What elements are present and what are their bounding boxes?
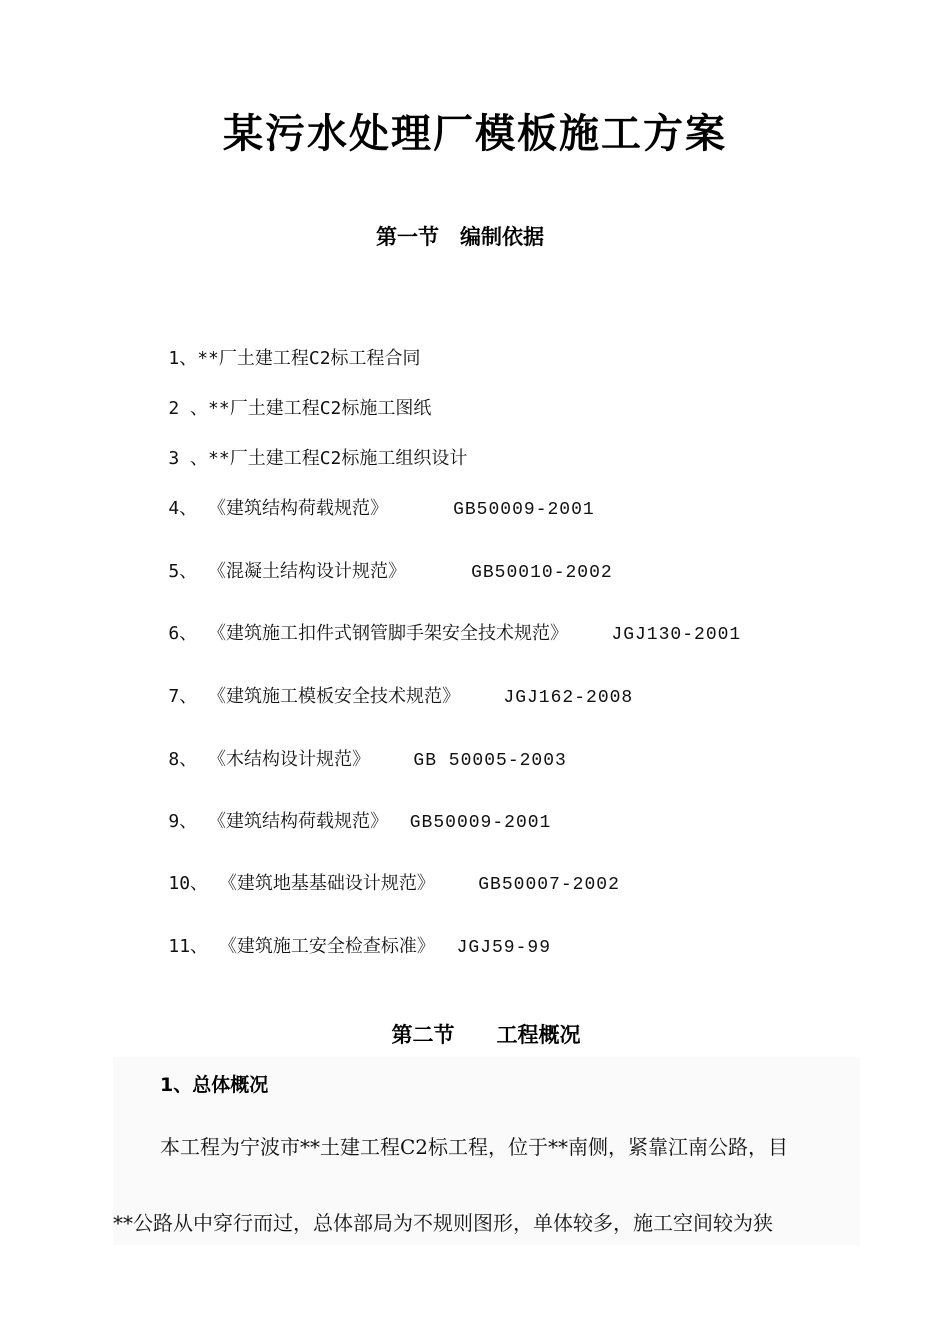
reference-title: 《建筑施工扣件式钢管脚手架安全技术规范》 (208, 623, 569, 644)
section-heading-overview: 第二节 工程概况 (391, 1023, 581, 1047)
paragraph-line: **公路从中穿行而过，总体部局为不规则图形，单体较多，施工空间较为狭 (113, 1211, 773, 1235)
reference-title: **厂土建工程C2标工程合同 (197, 348, 421, 369)
reference-code: GB50009-2001 (409, 813, 552, 833)
reference-title: 《建筑结构荷载规范》 (208, 811, 389, 832)
reference-title: 《混凝土结构设计规范》 (208, 561, 407, 582)
reference-number: 7、 (168, 686, 198, 707)
reference-title: 《建筑施工安全检查标准》 (218, 936, 435, 957)
section-heading-basis: 第一节 编制依据 (376, 225, 544, 249)
reference-item (125, 911, 551, 984)
reference-title: **厂土建工程C2标施工组织设计 (208, 448, 468, 469)
project-overview-block (113, 1057, 860, 1245)
reference-title: 《建筑施工模板安全技术规范》 (208, 686, 461, 707)
paragraph-line: 本工程为宁波市**土建工程C2标工程，位于**南侧，紧靠江南公路，目 (160, 1135, 789, 1159)
reference-number: 10、 (168, 873, 209, 894)
reference-title: 《建筑地基基础设计规范》 (218, 873, 435, 894)
reference-number: 9、 (168, 811, 198, 832)
reference-number: 8、 (168, 749, 198, 770)
reference-number: 6、 (168, 623, 198, 644)
reference-code: JGJ162-2008 (503, 688, 634, 708)
reference-code: JGJ59-99 (456, 938, 551, 958)
reference-number: 3 、 (168, 448, 209, 469)
reference-title: **厂土建工程C2标施工图纸 (208, 398, 432, 419)
reference-title: 《建筑结构荷载规范》 (208, 498, 389, 519)
reference-code: GB50009-2001 (453, 500, 595, 520)
reference-number: 1、 (168, 348, 198, 369)
document-title: 某污水处理厂模板施工方案 (223, 110, 727, 157)
reference-number: 5、 (168, 561, 198, 582)
subsection-heading-general: 1、总体概况 (160, 1074, 269, 1096)
reference-code: GB 50005-2003 (413, 751, 567, 771)
reference-number: 4、 (168, 498, 198, 519)
reference-code: GB50010-2002 (471, 563, 613, 583)
reference-code: JGJ130-2001 (611, 625, 742, 645)
reference-title: 《木结构设计规范》 (208, 749, 371, 770)
reference-number: 11、 (168, 936, 209, 957)
reference-number: 2 、 (168, 398, 209, 419)
reference-code: GB50007-2002 (478, 875, 620, 895)
